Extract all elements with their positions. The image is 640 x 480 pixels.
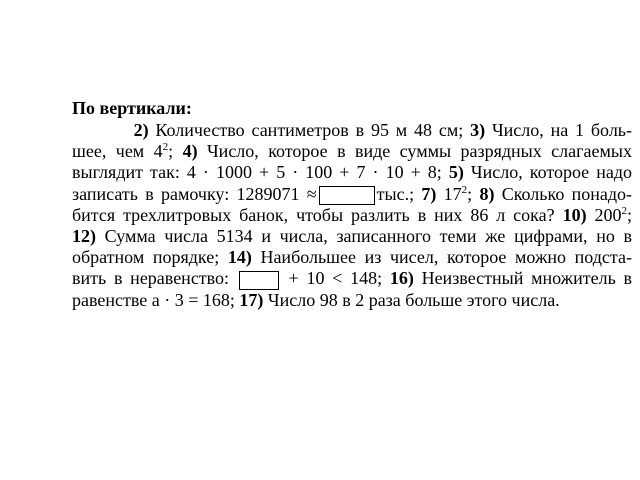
clue-3-text-cont: шее, чем 4 [72, 141, 163, 162]
clue-10-end: ; [627, 204, 633, 225]
clue-4-number: 4) [182, 141, 198, 162]
clue-3-end: ; [168, 141, 174, 162]
clue-5-text-cont: записать в рамочку: 1289071 ≈ [72, 183, 317, 204]
clue-line-5 [72, 205, 632, 226]
clue-10-number: 10) [562, 204, 587, 225]
clue-12-text-cont: обратном порядке; [72, 247, 220, 268]
clues-text [72, 120, 632, 311]
clue-10-text: 200 [586, 204, 622, 225]
clue-7-end: ; [467, 183, 473, 204]
clue-14-number: 14) [227, 247, 252, 268]
clue-8-number: 8) [479, 183, 495, 204]
clue-3-number: 3) [470, 120, 486, 140]
clue-17-number: 17) [239, 289, 264, 310]
clue-7-number: 7) [421, 183, 437, 204]
answer-box-2[interactable] [239, 271, 279, 290]
clue-4-text: Число, которое в виде суммы разрядных слагаемых [197, 141, 632, 162]
answer-box-1[interactable] [319, 186, 375, 205]
clue-17-text: Число 98 в 2 раза больше этого числа. [263, 289, 560, 310]
clue-line-7 [72, 247, 632, 268]
clue-14-text: Наибольшее из чисел, которое можно подста- [251, 247, 632, 268]
clue-16-number: 16) [389, 268, 414, 289]
clue-16-text: Неизвестный множитель в [413, 268, 633, 289]
clue-line-1 [72, 120, 632, 141]
clue-16-text-cont: равенстве a · 3 = 168; [72, 289, 235, 310]
clue-3-exponent: 2 [162, 141, 169, 154]
clue-5-text-end: тыс.; [376, 183, 415, 204]
clue-7-text: 17 [436, 183, 462, 204]
clue-line-4 [72, 184, 632, 205]
clue-8-text-cont: бится трехлитровых банок, чтобы разлить в них 86 л сока? [72, 204, 555, 225]
clue-12-text: Сумма числа 5134 и числа, записанного теми же цифрами, но в [96, 225, 632, 246]
clue-7-exponent: 2 [461, 183, 468, 196]
clue-12-number: 12) [72, 225, 96, 246]
clue-line-9 [72, 290, 632, 311]
clue-10-exponent: 2 [621, 204, 627, 217]
clue-line-6 [72, 226, 632, 247]
clue-line-2 [72, 141, 632, 162]
clue-line-8 [72, 268, 632, 289]
clue-2-text: Количество сантиметров в 95 м 48 см; [148, 120, 464, 140]
clue-8-text: Сколько понадо- [494, 183, 633, 204]
clue-3-text: Число, на 1 боль- [485, 120, 633, 140]
clue-line-3 [72, 162, 632, 183]
section-heading: По вертикали: [72, 98, 192, 118]
clue-14-text-end: + 10 < 148; [288, 268, 383, 289]
clue-5-number: 5) [448, 162, 464, 183]
clue-4-text-cont: выглядит так: 4 · 1000 + 5 · 100 + 7 · 10 + 8; [72, 162, 442, 183]
clue-5-text: Число, которое надо [463, 162, 632, 183]
clue-14-text-cont: вить в неравенство: [72, 268, 230, 289]
clue-2-number: 2) [133, 120, 149, 140]
